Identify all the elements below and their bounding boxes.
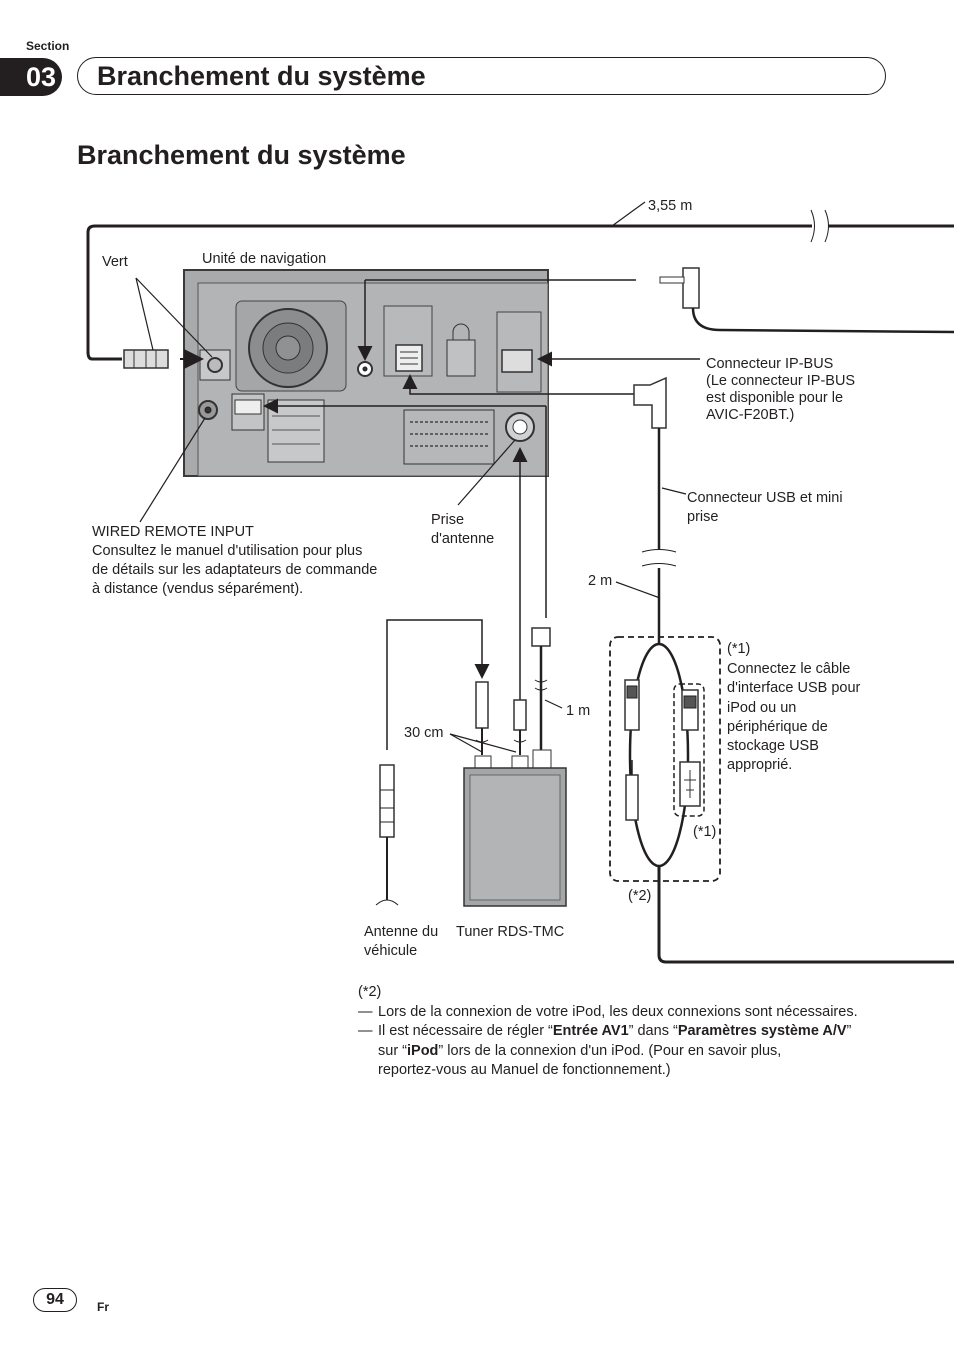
label-star2: (*2) <box>628 888 652 904</box>
label-ipbus-4: AVIC-F20BT.) <box>706 407 795 423</box>
navigation-side-port <box>502 350 532 372</box>
label-note1-2: d'interface USB pour <box>727 680 861 696</box>
note-text-2e: ” <box>846 1023 852 1039</box>
note-text-3c: ” lors de la connexion d'un iPod. (Pour en savoir plus, <box>438 1042 782 1059</box>
label-ipbus-1: Connecteur IP-BUS <box>706 356 834 372</box>
page-title: Branchement du système <box>77 140 406 170</box>
note-line-3 <box>358 1042 918 1062</box>
note-setting-entree-av1: Entrée AV1 <box>552 1023 629 1039</box>
label-30cm: 30 cm <box>404 725 444 741</box>
section-label: Section <box>26 39 70 53</box>
label-usb-1: Connecteur USB et mini <box>687 490 843 506</box>
label-wired-remote-3: de détails sur les adaptateurs de commande <box>92 562 378 578</box>
label-note1-6: approprié. <box>727 757 793 773</box>
label-ipbus-2: (Le connecteur IP-BUS <box>706 373 856 389</box>
note-text-4: reportez-vous au Manuel de fonctionnement.) <box>378 1062 671 1078</box>
language-code: Fr <box>97 1300 109 1314</box>
label-usb-2: prise <box>687 509 719 525</box>
label-vehicle-antenna-1: Antenne du <box>364 924 439 940</box>
label-antenna-jack-1: Prise <box>431 512 465 528</box>
label-wired-remote-4: à distance (vendus séparément). <box>92 581 304 597</box>
note-line-2 <box>358 1022 918 1042</box>
green-jack <box>208 358 222 372</box>
label-note1-4: périphérique de <box>727 719 828 735</box>
note-text-2c: ” dans “ <box>628 1023 678 1039</box>
label-wired-remote-1: WIRED REMOTE INPUT <box>92 524 254 540</box>
header-title: Branchement du système <box>97 61 426 91</box>
mini-jack-plug <box>683 268 699 308</box>
label-note1-1: Connectez le câble <box>727 661 851 677</box>
notes-heading: (*2) <box>358 984 382 1000</box>
label-vert: Vert <box>102 254 128 270</box>
section-number-badge: 03 <box>0 58 62 96</box>
note-text-3a: sur “ <box>378 1042 407 1059</box>
note-text-1: Lors de la connexion de votre iPod, les deux connexions sont nécessaires. <box>378 1003 858 1020</box>
label-star1: (*1) <box>693 824 717 840</box>
label-note1-0: (*1) <box>727 641 751 657</box>
label-note1-3: iPod ou un <box>727 700 797 716</box>
note-dash: — <box>358 1023 373 1039</box>
vehicle-antenna-plug <box>380 765 394 837</box>
label-wired-remote-2: Consultez le manuel d'utilisation pour plus <box>92 543 363 559</box>
label-355m: 3,55 m <box>648 198 693 214</box>
label-tuner: Tuner RDS-TMC <box>456 924 565 940</box>
label-vehicle-antenna-2: véhicule <box>364 943 418 959</box>
note-setting-ipod: iPod <box>407 1042 439 1059</box>
note-line-1 <box>358 1003 918 1023</box>
note-text-2 <box>378 1022 851 1042</box>
note-line-4 <box>358 1061 918 1081</box>
label-2m: 2 m <box>588 573 613 589</box>
notes <box>358 983 918 1081</box>
note-setting-av-params: Paramètres système A/V <box>677 1023 847 1039</box>
label-1m: 1 m <box>566 703 591 719</box>
note-text-3 <box>378 1042 781 1062</box>
note-text-2a: Il est nécessaire de régler “ <box>378 1023 553 1039</box>
page-number: 94 <box>33 1288 77 1312</box>
usb-connector <box>634 378 666 428</box>
label-ipbus-3: est disponible pour le <box>706 390 844 406</box>
label-nav-unit: Unité de navigation <box>202 251 327 267</box>
note-dash: — <box>358 1003 373 1020</box>
label-antenna-jack-2: d'antenne <box>431 531 495 547</box>
label-note1-5: stockage USB <box>727 738 819 754</box>
